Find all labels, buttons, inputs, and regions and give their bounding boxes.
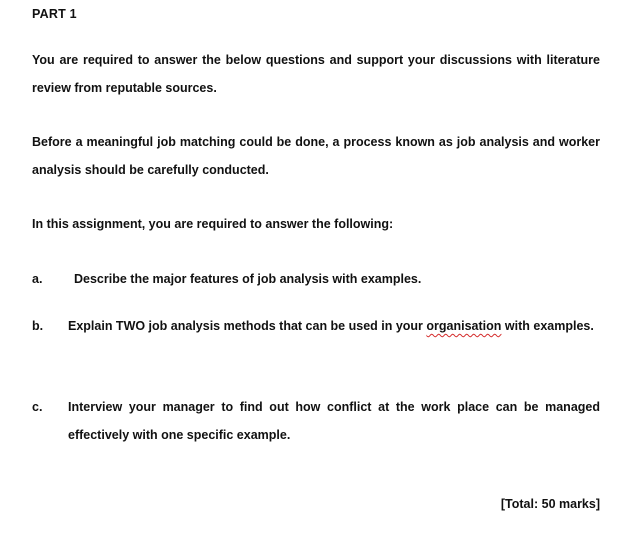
item-text — [68, 313, 600, 341]
part-heading: PART 1 — [32, 7, 77, 21]
item-text: Describe the major features of job analysis with examples. — [74, 272, 422, 286]
item-text-before: Explain TWO job analysis methods that can be used in your — [68, 319, 427, 333]
item-text: Interview your manager to find out how conflict at the work place can be managed effectively with one specific example. — [68, 400, 600, 442]
item-marker: c. — [32, 400, 43, 414]
instruction-paragraph: In this assignment, you are required to answer the following: — [32, 217, 394, 231]
item-marker: a. — [32, 272, 43, 286]
context-paragraph: Before a meaningful job matching could be done, a process known as job analysis and worker analysis should be carefully conducted. — [32, 135, 600, 177]
total-marks: [Total: 50 marks] — [500, 497, 600, 511]
spellcheck-flagged-word[interactable]: organisation — [426, 319, 502, 333]
item-text-after: with examples. — [501, 319, 594, 333]
intro-paragraph: You are required to answer the below questions and support your discussions with literature review from reputable sources. — [32, 53, 600, 95]
item-marker: b. — [32, 319, 44, 333]
